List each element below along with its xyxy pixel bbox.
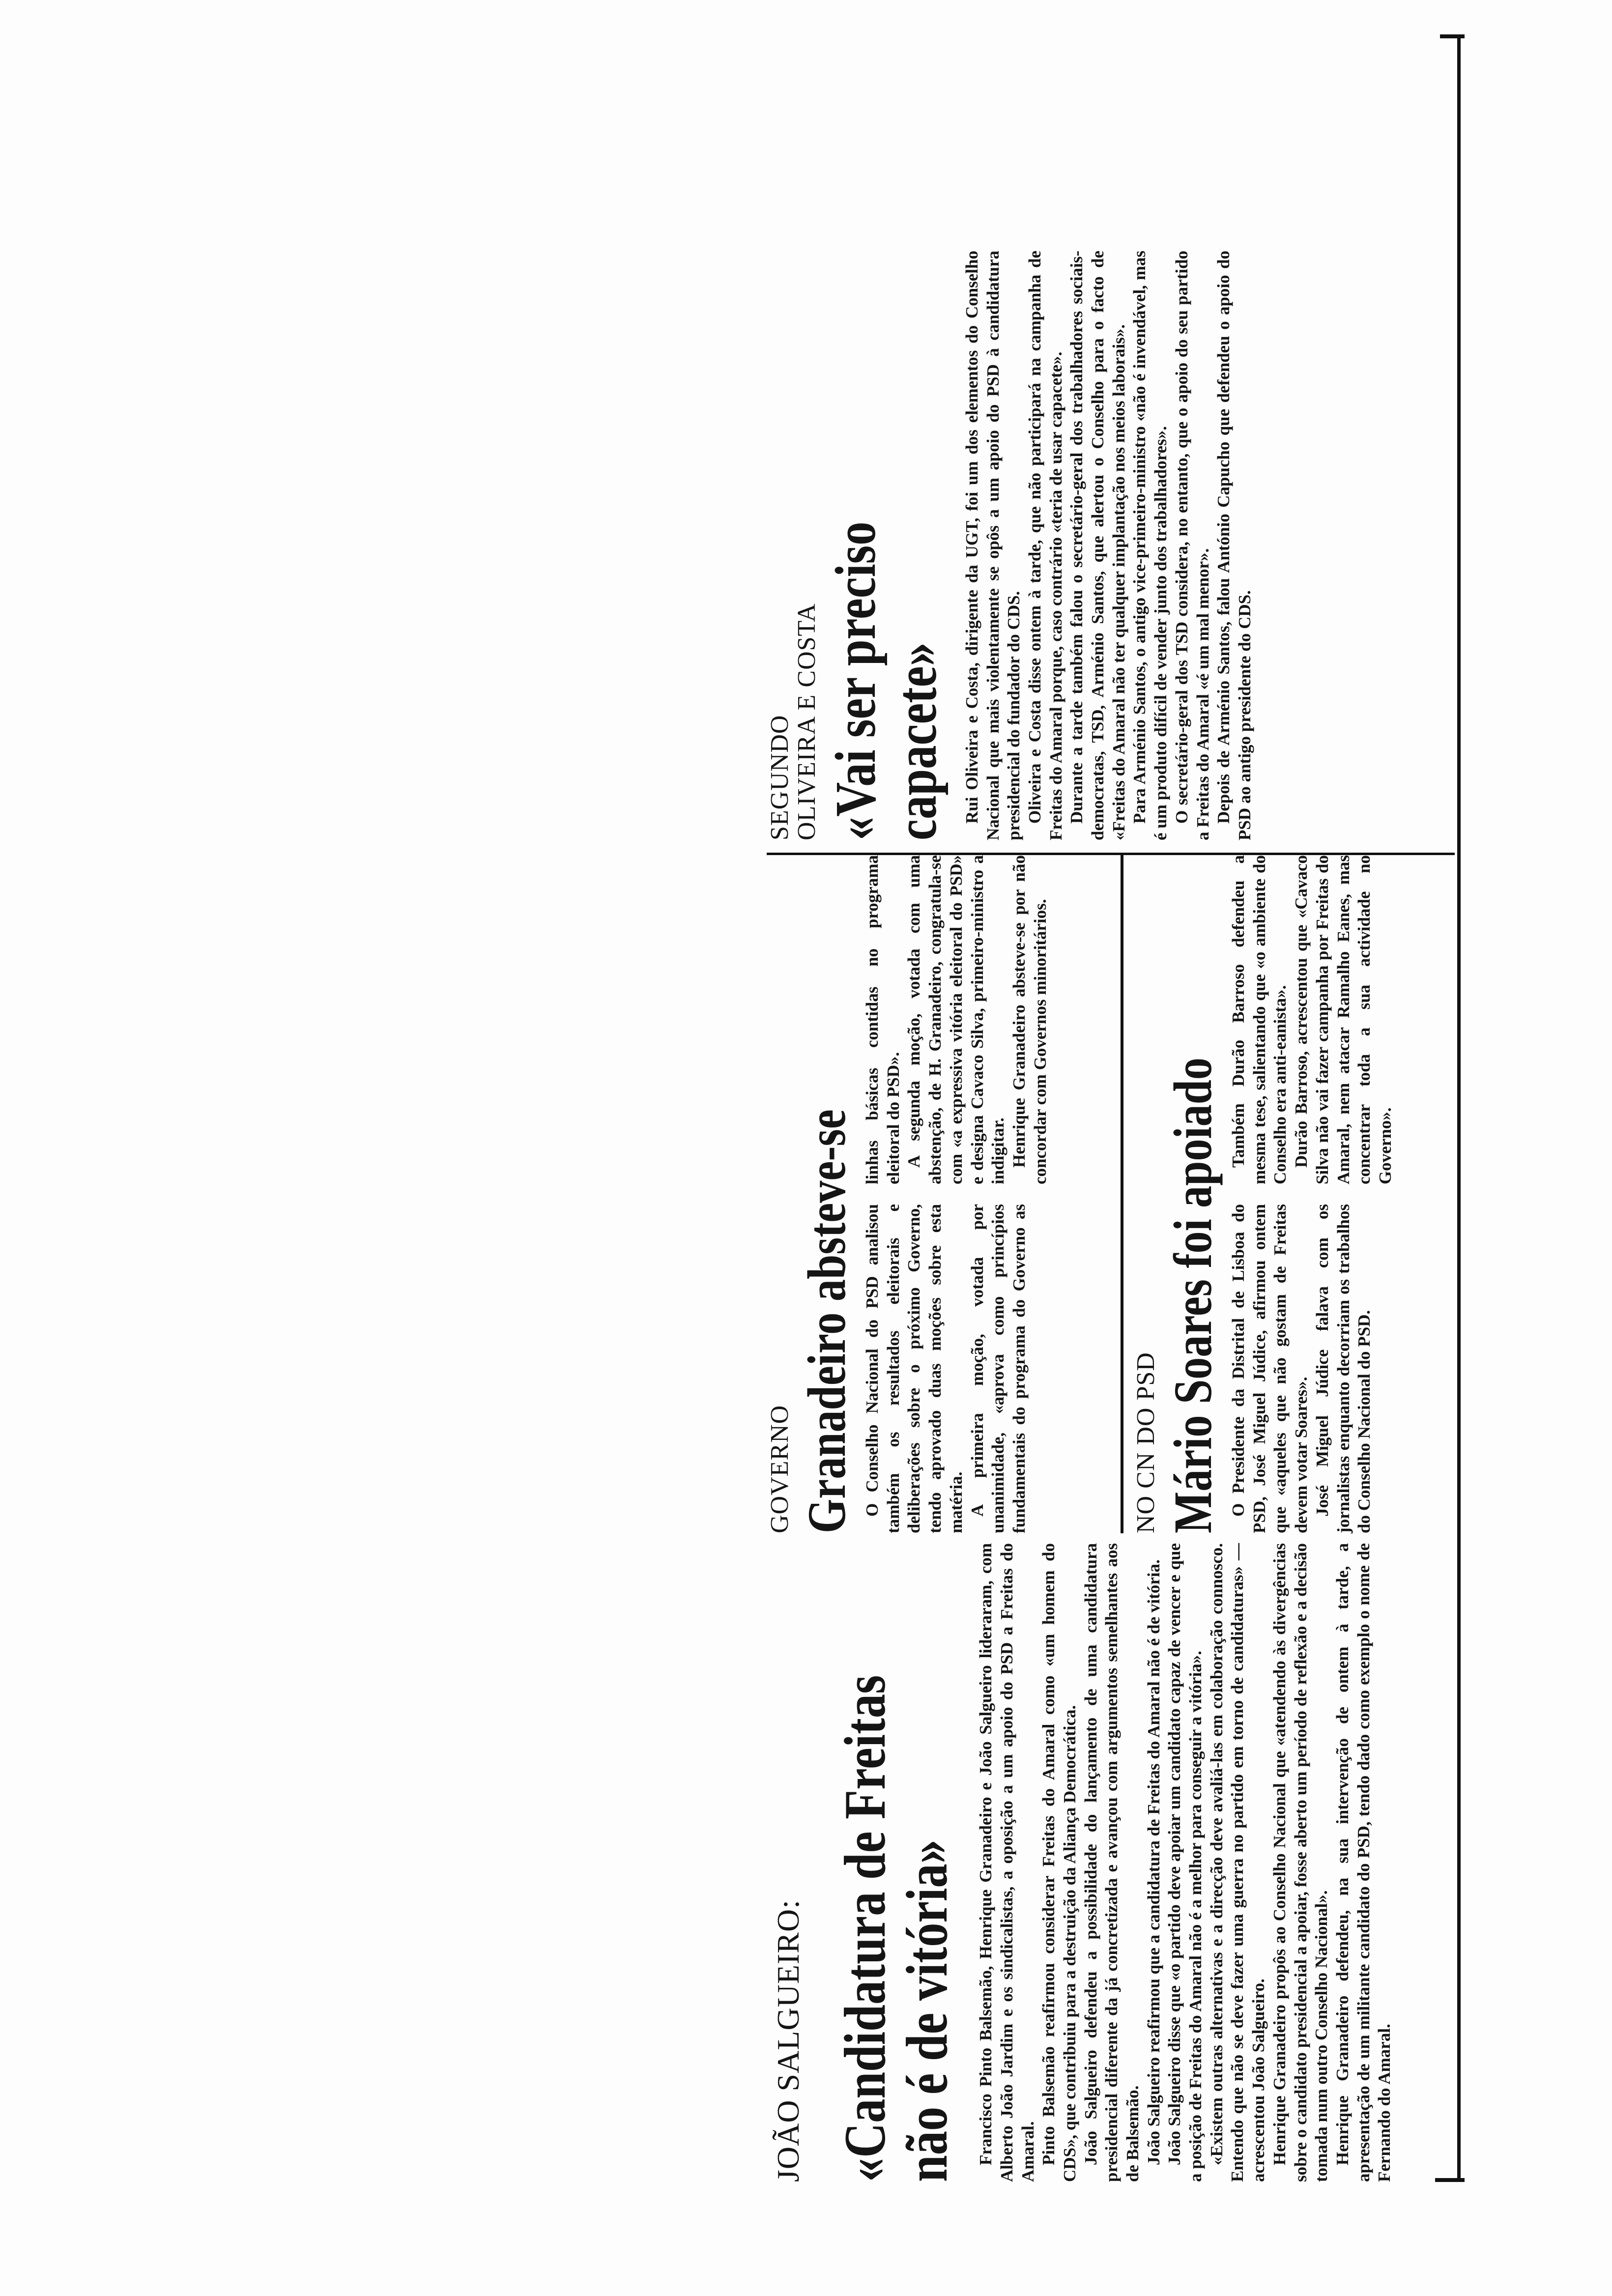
paragraph: «Existem outras alternativas e a direcção deve avaliá-las em colaboração connosco. Entendo que não se deve fazer uma guerra no partido em torno de candidaturas» — acrescentou João Salgueiro. bbox=[1207, 1543, 1268, 2182]
kicker-line: SEGUNDO bbox=[766, 715, 794, 840]
paragraph: A segunda moção, votada com uma abstenção, de H. Granadeiro, congratula-se com «a expressiva vitória eleitoral do PSD» e designa Cavaco Silva, primeiro-ministro a indigitar. bbox=[904, 855, 1008, 1184]
paragraph: Também Durão Barroso defendeu a mesma tese, salientando que «o ambiente do Conselho era anti-eanista». bbox=[1229, 855, 1290, 1184]
paragraph: João Salgueiro defendeu a possibilidade do lançamento de uma candidatura presidencial diferente da já concretizada e avançou com argumentos semelhantes aos de Balsemão. bbox=[1081, 1543, 1142, 2182]
column-rule bbox=[767, 853, 1455, 855]
article-governo bbox=[767, 855, 1137, 1533]
paragraph: Durante a tarde também falou o secretário-geral dos trabalhadores sociais-democratas, TSD, Arménio Santos, que alertou o Conselho para o facto de «Freitas do Amaral não ter qualquer implantação nos meios laborais». bbox=[1067, 251, 1128, 840]
paragraph: O Presidente da Distrital de Lisboa do PSD, José Miguel Júdice, afirmou ontem que «aqueles que não gostam de Freitas devem votar Soares». bbox=[1229, 1204, 1311, 1533]
headline-line: «Candidatura de Freitas bbox=[832, 1675, 898, 2182]
article-headline bbox=[834, 1658, 958, 2182]
paragraph: Depois de Arménio Santos, falou António Capucho que defendeu o apoio do PSD ao antigo presidente do CDS. bbox=[1214, 251, 1254, 840]
clipping-border-end bbox=[1440, 34, 1465, 38]
article-body bbox=[1228, 855, 1484, 1533]
paragraph: A primeira moção, votada por unanimidade, «aprova como princípios fundamentais do programa do Governo as linhas básicas contidas no programa eleitoral do PSD». bbox=[863, 855, 1029, 1533]
paragraph: João Salgueiro reafirmou que a candidatura de Freitas do Amaral não é de vitória. bbox=[1144, 1559, 1163, 2165]
clipping-border-end bbox=[1435, 2178, 1465, 2182]
article-body bbox=[862, 855, 1137, 1533]
paragraph: O Conselho Nacional do PSD analisou também os resultados eleitorais e deliberações sobre o próximo Governo, tendo aprovado duas moções sobre esta matéria. bbox=[863, 1204, 966, 1533]
headline-line: «Vai ser preciso bbox=[823, 521, 888, 840]
paragraph: Para Arménio Santos, o antigo vice-primeiro-ministro «não é invendável, mas é um produto difícil de vender junto dos trabalhadores». bbox=[1130, 251, 1171, 840]
clipping-border bbox=[1457, 34, 1461, 2182]
article-headline: Granadeiro absteve-se bbox=[796, 1109, 857, 1533]
headline-line: capacete» bbox=[884, 642, 949, 840]
article-body bbox=[976, 1543, 1395, 2182]
kicker-line: OLIVEIRA E COSTA bbox=[792, 603, 821, 840]
article-cn-psd bbox=[1133, 855, 1484, 1533]
article-kicker: JOÃO SALGUEIRO: bbox=[771, 1899, 806, 2182]
article-headline: Mário Soares foi apoiado bbox=[1162, 1058, 1223, 1533]
paragraph: Pinto Balsemão reafirmou considerar Freitas do Amaral como «um homem do CDS», que contribuiu para a destruição da Aliança Democrática. bbox=[1039, 1543, 1079, 2182]
article-oliveira-costa bbox=[767, 251, 1256, 840]
article-kicker: GOVERNO bbox=[766, 1405, 794, 1533]
paragraph: Francisco Pinto Balsemão, Henrique Granadeiro e João Salgueiro lideraram, com Alberto João Jardim e os sindicalistas, a oposição a um apoio do PSD a Freitas do Amaral. bbox=[976, 1543, 1037, 2182]
paragraph: Henrique Granadeiro defendeu, na sua intervenção de ontem à tarde, a apresentação de um militante candidato do PSD, tendo dado como exemplo o nome de Fernando do Amaral. bbox=[1332, 1543, 1394, 2182]
article-salgueiro bbox=[767, 1543, 1395, 2182]
paragraph: Durão Barroso, acrescentou que «Cavaco Silva não vai fazer campanha por Freitas do Amaral, nem atacar Ramalho Eanes, mas concentrar toda a sua actividade no Governo». bbox=[1292, 855, 1395, 1184]
article-headline bbox=[825, 357, 947, 840]
article-kicker: NO CN DO PSD bbox=[1132, 1352, 1160, 1533]
newspaper-clipping bbox=[767, 34, 1465, 2182]
paragraph: Henrique Granadeiro absteve-se por não concordar com Governos minoritários. bbox=[1009, 855, 1050, 1184]
article-body bbox=[962, 251, 1256, 840]
paragraph: Oliveira e Costa disse ontem à tarde, que não participará na campanha de Freitas do Amaral porque, caso contrário «teria de usar capacete». bbox=[1025, 251, 1065, 840]
headline-line: não é de vitória» bbox=[894, 1839, 960, 2182]
divider-rule bbox=[1121, 855, 1123, 1533]
paragraph: José Miguel Júdice falava com os jornalistas enquanto decorriam os trabalhos do Conselho Nacional do PSD. bbox=[1312, 1204, 1374, 1533]
article-kicker bbox=[767, 251, 820, 840]
paragraph: O secretário-geral dos TSD considera, no entanto, que o apoio do seu partido a Freitas do Amaral «é um mal menor». bbox=[1172, 251, 1212, 840]
paragraph: Rui Oliveira e Costa, dirigente da UGT, foi um dos elementos do Conselho Nacional que mais violentamente se opôs a um apoio do PSD à candidatura presidencial do fundador do CDS. bbox=[962, 251, 1024, 840]
paragraph: João Salgueiro disse que «o partido deve apoiar um candidato capaz de vencer e que a posição de Freitas do Amaral não é a melhor para conseguir a vitória». bbox=[1165, 1543, 1206, 2182]
paragraph: Henrique Granadeiro propôs ao Conselho Nacional que «atendendo às divergências sobre o candidato presidencial a apoiar, fosse aberto um período de reflexão e a decisão tomada num outro Conselho Nacional». bbox=[1269, 1543, 1331, 2182]
